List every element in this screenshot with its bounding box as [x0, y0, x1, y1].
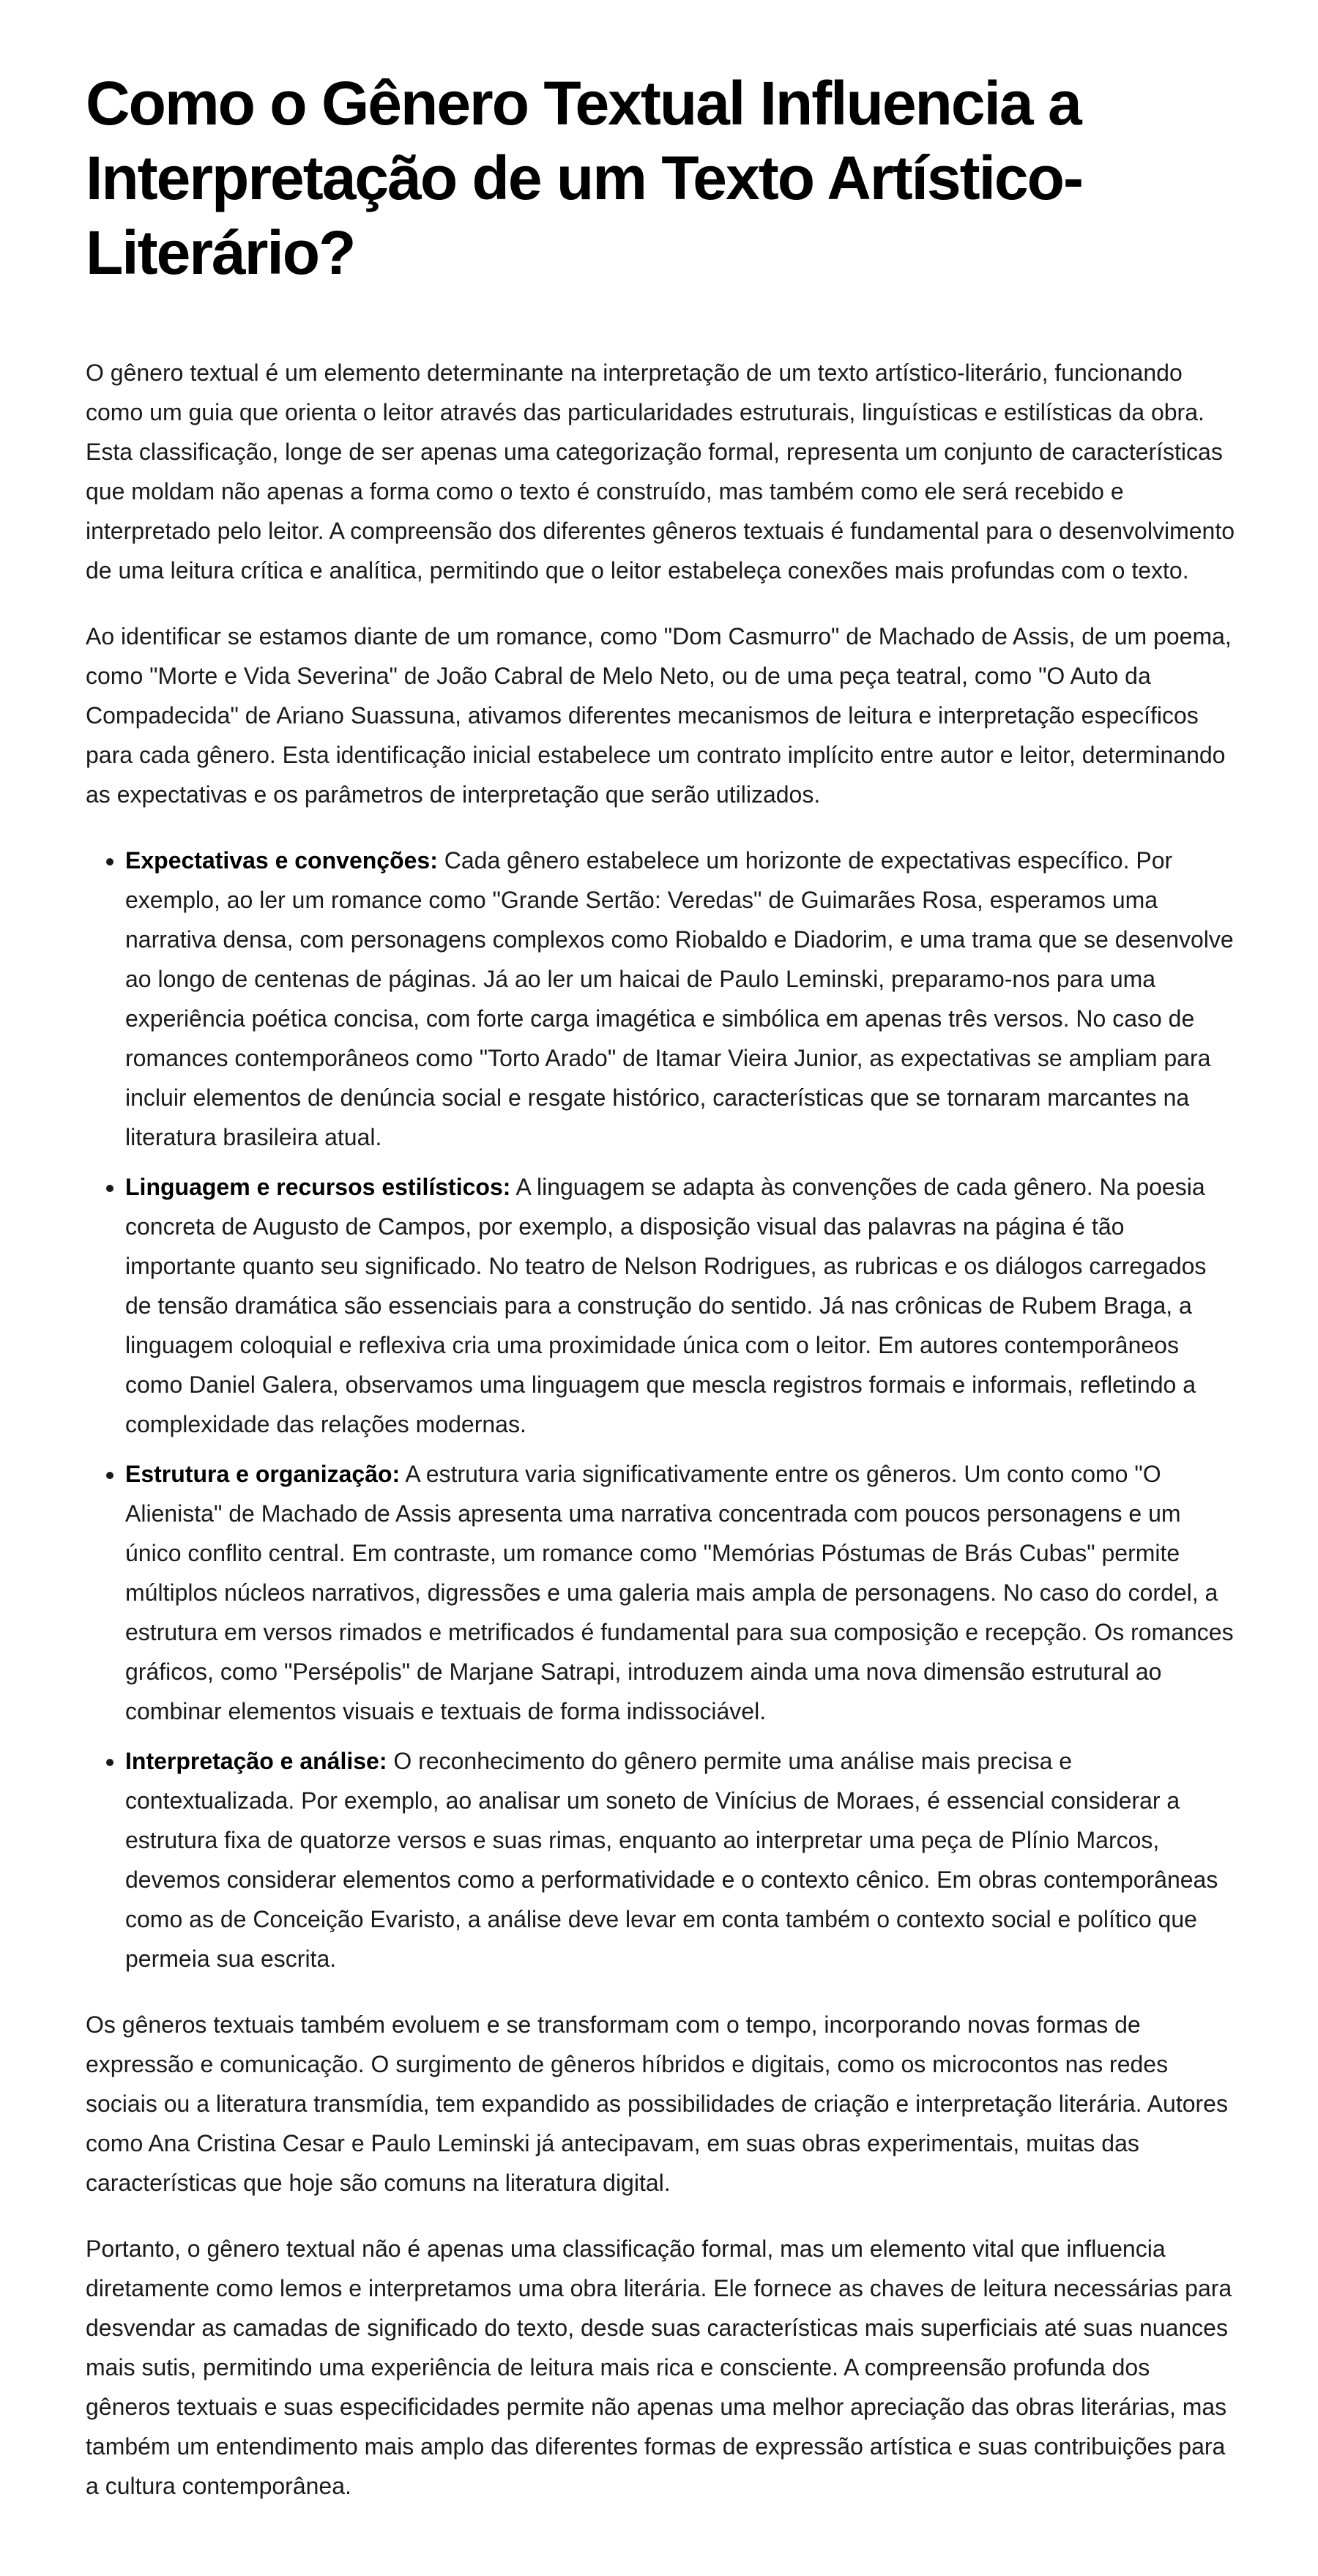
list-item-term: Expectativas e convenções:	[125, 847, 438, 874]
list-item	[125, 1741, 1237, 1978]
intro-paragraph: O gênero textual é um elemento determinante na interpretação de um texto artístico-literário, funcionando como um guia que orienta o leitor através das particularidades estruturais, linguísticas e estilísticas da obra. Esta classificação, longe de ser apenas uma categorização formal, representa um conjunto de características que moldam não apenas a forma como o texto é construído, mas também como ele será recebido e interpretado pelo leitor. A compreensão dos diferentes gêneros textuais é fundamental para o desenvolvimento de uma leitura crítica e analítica, permitindo que o leitor estabeleça conexões mais profundas com o texto.	[86, 360, 1235, 584]
list-item-term: Estrutura e organização:	[125, 1461, 401, 1487]
intro-paragraph: Ao identificar se estamos diante de um romance, como "Dom Casmurro" de Machado de Assis, de um poema, como "Morte e Vida Severina" de João Cabral de Melo Neto, ou de uma peça teatral, como "O Auto da Compadecida" de Ariano Suassuna, ativamos diferentes mecanismos de leitura e interpretação específicos para cada gênero. Esta identificação inicial estabelece um contrato implícito entre autor e leitor, determinando as expectativas e os parâmetros de interpretação que serão utilizados.	[86, 623, 1232, 808]
list-item	[125, 841, 1237, 1157]
list-item-text: A estrutura varia significativamente entre os gêneros. Um conto como "O Alienista" de Machado de Assis apresenta uma narrativa concentrada com poucos personagens e um único conflito central. Em contraste, um romance como "Memórias Póstumas de Brás Cubas" permite múltiplos núcleos narrativos, digressões e uma galeria mais ampla de personagens. No caso do cordel, a estrutura em versos rimados e metrificados é fundamental para sua composição e recepção. Os romances gráficos, como "Persépolis" de Marjane Satrapi, introduzem ainda uma nova dimensão estrutural ao combinar elementos visuais e textuais de forma indissociável.	[125, 1461, 1234, 1724]
list-item-term: Linguagem e recursos estilísticos:	[125, 1174, 511, 1200]
list-item-term: Interpretação e análise:	[125, 1748, 387, 1774]
article-title: Como o Gênero Textual Influencia a Interpretação de um Texto Artístico-Literário?	[86, 69, 1082, 287]
genre-aspects-list	[86, 841, 1237, 1978]
list-item	[125, 1454, 1237, 1731]
list-item-text: Cada gênero estabelece um horizonte de expectativas específico. Por exemplo, ao ler um romance como "Grande Sertão: Veredas" de Guimarães Rosa, esperamos uma narrativa densa, com personagens complexos como Riobaldo e Diadorim, e uma trama que se desenvolve ao longo de centenas de páginas. Já ao ler um haicai de Paulo Leminski, preparamo-nos para uma experiência poética concisa, com forte carga imagética e simbólica em apenas três versos. No caso de romances contemporâneos como "Torto Arado" de Itamar Vieira Junior, as expectativas se ampliam para incluir elementos de denúncia social e resgate histórico, características que se tornaram marcantes na literatura brasileira atual.	[125, 847, 1234, 1150]
list-item-text: A linguagem se adapta às convenções de cada gênero. Na poesia concreta de Augusto de Campos, por exemplo, a disposição visual das palavras na página é tão importante quanto seu significado. No teatro de Nelson Rodrigues, as rubricas e os diálogos carregados de tensão dramática são essenciais para a construção do sentido. Já nas crônicas de Rubem Braga, a linguagem coloquial e reflexiva cria uma proximidade única com o leitor. Em autores contemporâneos como Daniel Galera, observamos uma linguagem que mescla registros formais e informais, refletindo a complexidade das relações modernas.	[125, 1174, 1207, 1437]
list-item-text: O reconhecimento do gênero permite uma análise mais precisa e contextualizada. Por exemplo, ao analisar um soneto de Vinícius de Moraes, é essencial considerar a estrutura fixa de quatorze versos e suas rimas, enquanto ao interpretar uma peça de Plínio Marcos, devemos considerar elementos como a performatividade e o contexto cênico. Em obras contemporâneas como as de Conceição Evaristo, a análise deve levar em conta também o contexto social e político que permeia sua escrita.	[125, 1748, 1218, 1972]
closing-paragraph: Os gêneros textuais também evoluem e se transformam com o tempo, incorporando novas formas de expressão e comunicação. O surgimento de gêneros híbridos e digitais, como os microcontos nas redes sociais ou a literatura transmídia, tem expandido as possibilidades de criação e interpretação literária. Autores como Ana Cristina Cesar e Paulo Leminski já antecipavam, em suas obras experimentais, muitas das características que hoje são comuns na literatura digital.	[86, 2011, 1228, 2196]
closing-paragraph: Portanto, o gênero textual não é apenas uma classificação formal, mas um elemento vital que influencia diretamente como lemos e interpretamos uma obra literária. Ele fornece as chaves de leitura necessárias para desvendar as camadas de significado do texto, desde suas características mais superficiais até suas nuances mais sutis, permitindo uma experiência de leitura mais rica e consciente. A compreensão profunda dos gêneros textuais e suas especificidades permite não apenas uma melhor apreciação das obras literárias, mas também um entendimento mais amplo das diferentes formas de expressão artística e suas contribuições para a cultura contemporânea.	[86, 2236, 1232, 2499]
list-item	[125, 1167, 1237, 1444]
